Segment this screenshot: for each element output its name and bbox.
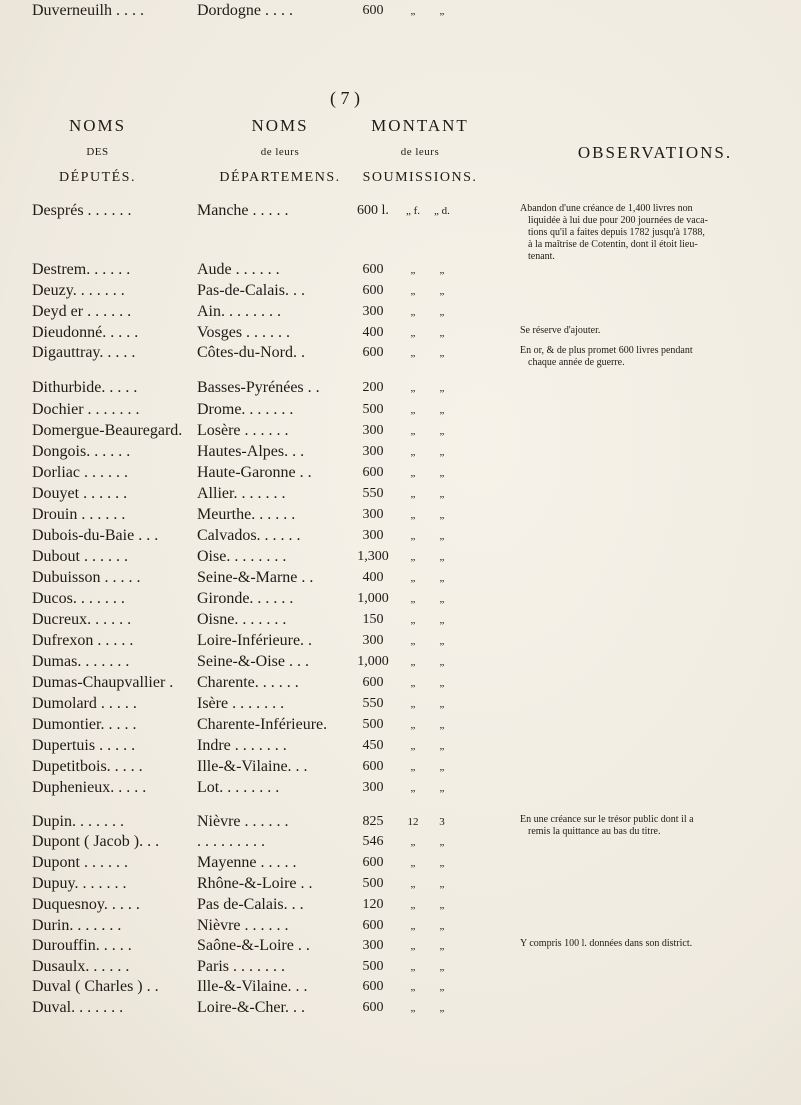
department-name: Pas-de-Calais. . .: [197, 282, 305, 299]
deputy-name: Dupertuis . . . . .: [32, 737, 136, 754]
amount-livres: 300: [362, 423, 384, 438]
amount-sous: „: [410, 572, 416, 584]
table-row: [0, 420, 801, 442]
deputy-name: Dumas. . . . . . .: [32, 653, 130, 670]
amount-deniers: „: [439, 961, 445, 973]
deputy-name: Dieudonné. . . . .: [32, 324, 139, 341]
amount-deniers: „: [439, 878, 445, 890]
amount-deniers: „: [439, 1002, 445, 1014]
department-name: Aude . . . . . .: [197, 261, 280, 278]
department-name: Basses-Pyrénées . .: [197, 379, 320, 396]
table-row: [0, 630, 801, 652]
amount-livres: 1,000: [357, 591, 389, 606]
deputy-name: Duverneuilh . . . .: [32, 2, 144, 19]
deputy-name: Deuzy. . . . . . .: [32, 282, 125, 299]
amount-livres: 600: [362, 855, 384, 870]
deputy-name: Dupetitbois. . . . .: [32, 758, 143, 775]
deputy-name: Duval. . . . . . .: [32, 999, 124, 1016]
amount-livres: 300: [362, 444, 384, 459]
observation-line: En or, & de plus promet 600 livres pendant: [520, 345, 693, 356]
deputy-name: Durin. . . . . . .: [32, 917, 122, 934]
page-number: ( 7 ): [330, 88, 360, 108]
amount-sous: „: [410, 467, 416, 479]
deputy-name: Dubuisson . . . . .: [32, 569, 141, 586]
department-name: Ille-&-Vilaine. . .: [197, 978, 308, 995]
table-row: [0, 915, 801, 937]
amount-deniers: „: [439, 635, 445, 647]
header-deputes-line1: NOMS: [68, 116, 127, 135]
amount-deniers: „: [439, 327, 445, 339]
table-row: [0, 735, 801, 757]
deputy-name: Destrem. . . . . .: [32, 261, 131, 278]
amount-sous: „: [410, 327, 416, 339]
deputy-name: Dumolard . . . . .: [32, 695, 137, 712]
header-deputes-line2: DES: [86, 146, 109, 158]
amount-sous: „: [410, 761, 416, 773]
amount-deniers: „: [439, 836, 445, 848]
amount-deniers: „: [439, 593, 445, 605]
amount-sous: „: [410, 488, 416, 500]
department-name: Manche . . . . .: [197, 202, 289, 219]
amount-livres: 600: [362, 283, 384, 298]
header-departements-line1: NOMS: [251, 116, 309, 135]
amount-livres: 300: [362, 633, 384, 648]
header-departements: [195, 116, 365, 186]
table-row: [0, 525, 801, 547]
amount-livres: 600: [362, 1000, 384, 1015]
observation-line: En une créance sur le trésor public dont il a: [520, 814, 694, 825]
header-departements-line3: DÉPARTEMENS.: [219, 170, 341, 185]
deputy-name: Dupont . . . . . .: [32, 854, 128, 871]
department-name: Haute-Garonne . .: [197, 464, 312, 481]
department-name: Drome. . . . . . .: [197, 401, 294, 418]
amount-deniers: „: [439, 614, 445, 626]
amount-livres: 1,000: [357, 654, 389, 669]
amount-deniers: „: [439, 5, 445, 17]
deputy-name: Dubout . . . . . .: [32, 548, 128, 565]
table-row: [0, 0, 801, 22]
amount-sous: „: [410, 614, 416, 626]
amount-deniers: „: [439, 446, 445, 458]
amount-sous: „: [410, 425, 416, 437]
table-row: [0, 831, 801, 853]
amount-sous: „: [410, 961, 416, 973]
deputy-name: Dorliac . . . . . .: [32, 464, 128, 481]
department-name: Oisne. . . . . . .: [197, 611, 287, 628]
amount-deniers: „: [439, 467, 445, 479]
table-row: [0, 301, 801, 323]
amount-livres: 600: [362, 918, 384, 933]
amount-deniers: „: [439, 425, 445, 437]
table-row: [0, 756, 801, 778]
amount-deniers: „: [439, 285, 445, 297]
table-row: [0, 280, 801, 302]
table-row: [0, 956, 801, 978]
amount-livres: 500: [362, 876, 384, 891]
table-row: [0, 546, 801, 568]
department-name: Isère . . . . . . .: [197, 695, 285, 712]
department-name: Lot. . . . . . . .: [197, 779, 280, 796]
department-name: Mayenne . . . . .: [197, 854, 297, 871]
department-name: Paris . . . . . . .: [197, 958, 285, 975]
amount-sous: „: [410, 285, 416, 297]
deputy-name: Dupont ( Jacob ). . .: [32, 833, 160, 850]
amount-deniers: „: [439, 981, 445, 993]
amount-deniers: „: [439, 264, 445, 276]
table-row: [0, 441, 801, 463]
deputy-name: Duphenieux. . . . .: [32, 779, 147, 796]
amount-livres: 120: [362, 897, 384, 912]
amount-livres: 550: [362, 486, 384, 501]
deputy-name: Duval ( Charles ) . .: [32, 978, 159, 995]
header-departements-line2: de leurs: [260, 146, 300, 158]
deputy-name: Dupuy. . . . . . .: [32, 875, 127, 892]
amount-deniers: „: [439, 677, 445, 689]
amount-deniers: „: [439, 920, 445, 932]
amount-deniers: „: [439, 899, 445, 911]
amount-sous: „: [410, 404, 416, 416]
deputy-name: Dongois. . . . . .: [32, 443, 131, 460]
amount-deniers: „: [439, 698, 445, 710]
department-name: . . . . . . . . .: [197, 833, 265, 850]
amount-deniers: „: [439, 404, 445, 416]
table-row: [0, 811, 801, 837]
amount-deniers: „: [439, 382, 445, 394]
table-row: [0, 672, 801, 694]
amount-livres: 600: [362, 262, 384, 277]
department-name: Saône-&-Loire . .: [197, 937, 310, 954]
observation-line: tenant.: [528, 251, 555, 262]
deputy-name: Deyd er . . . . . .: [32, 303, 132, 320]
department-name: Nièvre . . . . . .: [197, 917, 289, 934]
amount-sous: „: [410, 656, 416, 668]
department-name: Côtes-du-Nord. .: [197, 344, 305, 361]
deputy-name: Digauttray. . . . .: [32, 344, 136, 361]
table-row: [0, 200, 801, 262]
amount-sous: „: [410, 347, 416, 359]
department-name: Meurthe. . . . . .: [197, 506, 296, 523]
department-name: Ille-&-Vilaine. . .: [197, 758, 308, 775]
amount-sous: „: [410, 836, 416, 848]
deputy-name: Dochier . . . . . . .: [32, 401, 140, 418]
amount-deniers: „: [439, 656, 445, 668]
header-montant-line1: MONTANT: [371, 116, 469, 135]
amount-livres: 150: [362, 612, 384, 627]
table-row: [0, 377, 801, 399]
amount-deniers: „: [439, 572, 445, 584]
deputy-name: Domergue-Beauregard.: [32, 422, 183, 439]
amount-livres: 825: [362, 814, 384, 829]
amount-sous: „: [410, 5, 416, 17]
observation-line: à la maîtrise de Cotentin, dont il étoit lieu-: [528, 239, 698, 250]
department-name: Allier. . . . . . .: [197, 485, 286, 502]
table-row: [0, 873, 801, 895]
department-name: Calvados. . . . . .: [197, 527, 301, 544]
amount-sous: „: [410, 593, 416, 605]
amount-sous: „: [410, 878, 416, 890]
amount-sous: „: [410, 981, 416, 993]
observation-line: tions qu'il a faites depuis 1782 jusqu'à 1788,: [528, 227, 705, 238]
amount-sous: „: [410, 719, 416, 731]
amount-sous: 12: [407, 816, 419, 828]
amount-livres: 400: [362, 325, 384, 340]
department-name: Charente-Inférieure.: [197, 716, 328, 733]
amount-livres: 600: [362, 3, 384, 18]
table-row: [0, 651, 801, 673]
deputy-name: Duquesnoy. . . . .: [32, 896, 140, 913]
amount-sous: „: [410, 857, 416, 869]
observation-line: Abandon d'une créance de 1,400 livres non: [520, 203, 693, 214]
amount-livres: 600: [362, 759, 384, 774]
amount-deniers: „ d.: [434, 205, 450, 217]
header-montant-line2: de leurs: [400, 146, 440, 158]
observation-line: liquidée à lui due pour 200 journées de vaca-: [528, 215, 708, 226]
observation-line: Y compris 100 l. données dans son district.: [520, 938, 693, 949]
table-row: [0, 976, 801, 998]
table-row: [0, 693, 801, 715]
amount-deniers: „: [439, 530, 445, 542]
observation-note: [520, 345, 790, 369]
amount-deniers: 3: [439, 816, 445, 828]
header-montant-line3: SOUMISSIONS.: [362, 170, 478, 185]
amount-livres: 300: [362, 304, 384, 319]
amount-livres: 300: [362, 528, 384, 543]
table-row: [0, 342, 801, 368]
amount-livres: 450: [362, 738, 384, 753]
amount-sous: „: [410, 635, 416, 647]
amount-sous: „: [410, 698, 416, 710]
observation-note: [520, 203, 790, 263]
department-name: Loire-Inférieure. .: [197, 632, 313, 649]
amount-sous: „: [410, 509, 416, 521]
department-name: Charente. . . . . .: [197, 674, 299, 691]
department-name: Seine-&-Oise . . .: [197, 653, 309, 670]
deputy-name: Durouffin. . . . .: [32, 937, 132, 954]
observation-note: [520, 938, 790, 950]
amount-livres: 1,300: [357, 549, 389, 564]
deputy-name: Ducos. . . . . . .: [32, 590, 125, 607]
deputy-name: Drouin . . . . . .: [32, 506, 126, 523]
observation-note: [520, 325, 790, 337]
amount-sous: „: [410, 920, 416, 932]
amount-livres: 400: [362, 570, 384, 585]
amount-livres: 600: [362, 345, 384, 360]
amount-sous: „: [410, 740, 416, 752]
table-row: [0, 777, 801, 799]
department-name: Losère . . . . . .: [197, 422, 289, 439]
department-name: Gironde. . . . . .: [197, 590, 294, 607]
deputy-name: Dumas-Chaupvallier .: [32, 674, 174, 691]
table-row: [0, 588, 801, 610]
amount-deniers: „: [439, 551, 445, 563]
header-montant: [345, 116, 495, 186]
amount-livres: 550: [362, 696, 384, 711]
table-row: [0, 399, 801, 421]
amount-livres: 546: [362, 834, 384, 849]
amount-deniers: „: [439, 488, 445, 500]
amount-sous: „: [410, 306, 416, 318]
header-observations: OBSERVATIONS.: [577, 143, 733, 162]
amount-livres: 500: [362, 402, 384, 417]
table-row: [0, 259, 801, 281]
amount-livres: 200: [362, 380, 384, 395]
amount-deniers: „: [439, 940, 445, 952]
amount-sous: „: [410, 940, 416, 952]
deputy-name: Dufrexon . . . . .: [32, 632, 134, 649]
amount-livres: 600: [362, 465, 384, 480]
deputy-name: Dusaulx. . . . . .: [32, 958, 130, 975]
deputy-name: Dumontier. . . . .: [32, 716, 137, 733]
table-row: [0, 997, 801, 1019]
amount-deniers: „: [439, 306, 445, 318]
amount-deniers: „: [439, 347, 445, 359]
amount-deniers: „: [439, 761, 445, 773]
amount-livres: 300: [362, 938, 384, 953]
department-name: Vosges . . . . . .: [197, 324, 291, 341]
amount-sous: „: [410, 1002, 416, 1014]
amount-deniers: „: [439, 857, 445, 869]
table-row: [0, 483, 801, 505]
observation-line: Se réserve d'ajouter.: [520, 325, 601, 336]
amount-deniers: „: [439, 782, 445, 794]
header-deputes-line3: DÉPUTÉS.: [59, 170, 136, 185]
observation-line: remis la quittance au bas du titre.: [528, 826, 661, 837]
amount-sous: „: [410, 782, 416, 794]
amount-deniers: „: [439, 740, 445, 752]
department-name: Indre . . . . . . .: [197, 737, 287, 754]
amount-sous: „ f.: [405, 205, 421, 217]
department-name: Rhône-&-Loire . .: [197, 875, 313, 892]
amount-livres: 500: [362, 717, 384, 732]
amount-deniers: „: [439, 509, 445, 521]
department-name: Nièvre . . . . . .: [197, 813, 289, 830]
table-row: [0, 935, 801, 957]
amount-sous: „: [410, 264, 416, 276]
department-name: Oise. . . . . . . .: [197, 548, 287, 565]
deputy-name: Douyet . . . . . .: [32, 485, 128, 502]
table-row: [0, 894, 801, 916]
table-row: [0, 567, 801, 589]
amount-livres: 500: [362, 959, 384, 974]
deputy-name: Dithurbide. . . . .: [32, 379, 138, 396]
table-row: [0, 504, 801, 526]
amount-livres: 300: [362, 507, 384, 522]
department-name: Seine-&-Marne . .: [197, 569, 314, 586]
department-name: Hautes-Alpes. . .: [197, 443, 305, 460]
amount-deniers: „: [439, 719, 445, 731]
header-deputes: [0, 116, 195, 186]
deputy-name: Ducreux. . . . . .: [32, 611, 132, 628]
department-name: Dordogne . . . .: [197, 2, 293, 19]
amount-sous: „: [410, 530, 416, 542]
amount-sous: „: [410, 382, 416, 394]
department-name: Loire-&-Cher. . .: [197, 999, 305, 1016]
amount-livres: 600: [362, 675, 384, 690]
department-name: Ain. . . . . . . .: [197, 303, 281, 320]
deputy-name: Després . . . . . .: [32, 202, 132, 219]
amount-sous: „: [410, 551, 416, 563]
department-name: Pas de-Calais. . .: [197, 896, 304, 913]
amount-livres: 600 l.: [357, 203, 389, 218]
amount-sous: „: [410, 677, 416, 689]
table-row: [0, 609, 801, 631]
amount-livres: 600: [362, 979, 384, 994]
table-row: [0, 714, 801, 736]
amount-sous: „: [410, 899, 416, 911]
amount-livres: 300: [362, 780, 384, 795]
table-row: [0, 462, 801, 484]
table-row: [0, 852, 801, 874]
table-row: [0, 322, 801, 344]
deputy-name: Dubois-du-Baie . . .: [32, 527, 159, 544]
deputy-name: Dupin. . . . . . .: [32, 813, 124, 830]
observation-line: chaque année de guerre.: [528, 357, 625, 368]
amount-sous: „: [410, 446, 416, 458]
